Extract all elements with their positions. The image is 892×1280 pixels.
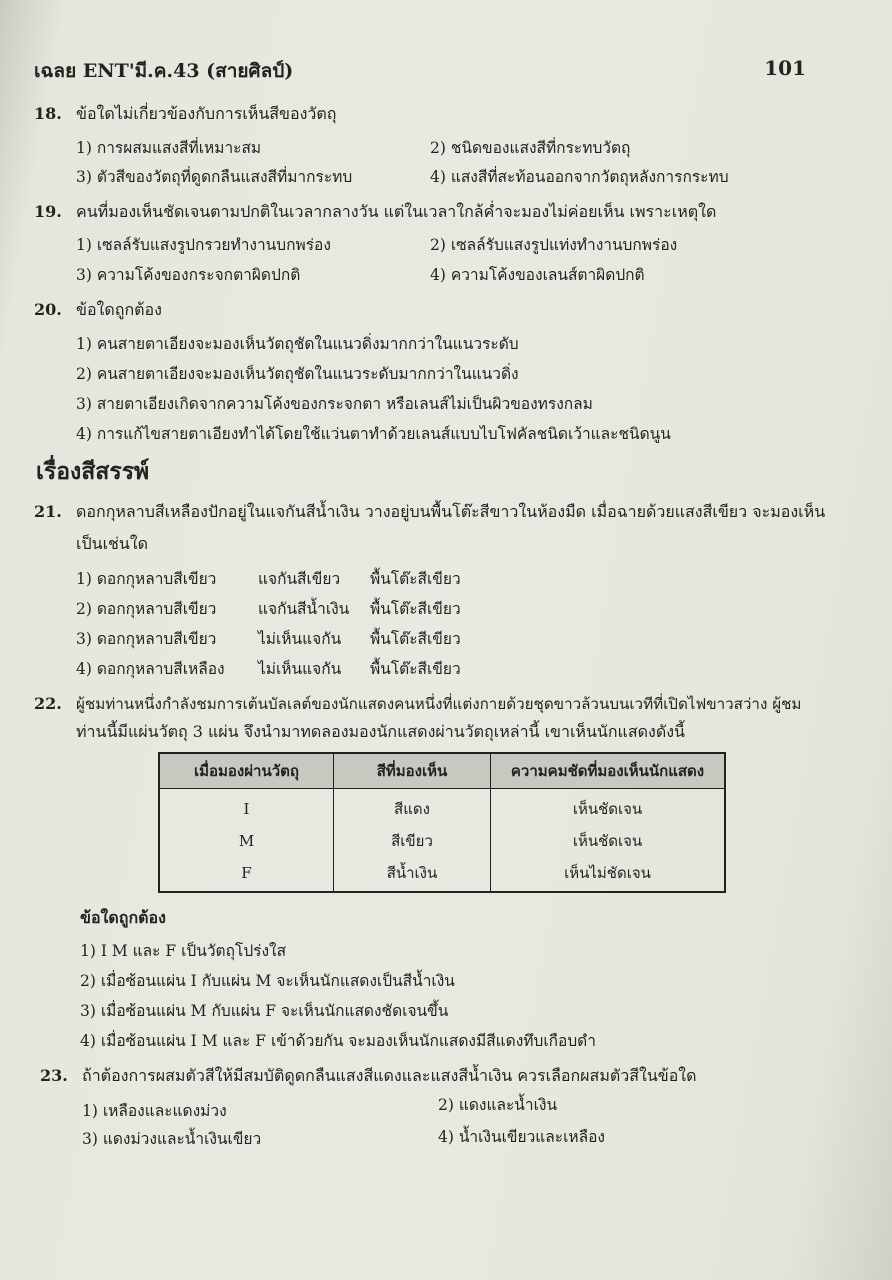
question-20	[34, 298, 162, 323]
question-text-line1: ผู้ชมท่านหนึ่งกำลังชมการเต้นบัลเลต์ของนักแสดงคนหนึ่งที่แต่งกายด้วยชุดขาวล้วนบนเวทีที่เปิดไฟขาวสว่าง ผู้ชม	[76, 695, 802, 713]
q20-option-2: 2) คนสายตาเอียงจะมองเห็นวัตถุชัดในแนวระดับมากกว่าในแนวดิ่ง	[76, 365, 519, 383]
q19-option-1: 1) เซลล์รับแสงรูปกรวยทำงานบกพร่อง	[76, 236, 331, 254]
q21-option-4-b: ไม่เห็นแจกัน	[258, 660, 342, 678]
page-number: 101	[764, 56, 806, 80]
question-21	[34, 500, 825, 525]
table-row	[159, 825, 725, 857]
table-cell: F	[159, 857, 334, 892]
q21-option-4-c: พื้นโต๊ะสีเขียว	[370, 660, 461, 678]
table-row	[159, 857, 725, 892]
question-number: 23.	[40, 1066, 68, 1085]
header-title: เฉลย ENT'มี.ค.43 (สายศิลป์)	[34, 60, 294, 82]
q18-option-4: 4) แสงสีที่สะท้อนออกจากวัตถุหลังการกระทบ	[430, 168, 729, 186]
q20-option-3: 3) สายตาเอียงเกิดจากความโค้งของกระจกตา หรือเลนส์ไม่เป็นผิวของทรงกลม	[76, 395, 593, 413]
q23-option-1: 1) เหลืองและแดงม่วง	[82, 1102, 227, 1120]
question-number: 22.	[34, 694, 62, 713]
observation-table	[158, 752, 726, 893]
question-19	[34, 200, 716, 225]
q18-option-3: 3) ตัวสีของวัตถุที่ดูดกลืนแสงสีที่มากระทบ	[76, 168, 353, 186]
section-title: เรื่องสีสรรพ์	[36, 459, 150, 485]
q18-option-1: 1) การผสมแสงสีที่เหมาะสม	[76, 139, 262, 157]
q19-option-4: 4) ความโค้งของเลนส์ตาผิดปกติ	[430, 266, 645, 284]
table-cell: เห็นชัดเจน	[491, 825, 726, 857]
question-number: 21.	[34, 502, 62, 521]
question-18	[34, 102, 336, 127]
q21-option-3-c: พื้นโต๊ะสีเขียว	[370, 630, 461, 648]
column-header: สีที่มองเห็น	[334, 753, 491, 789]
question-number: 18.	[34, 104, 62, 123]
q21-option-1-b: แจกันสีเขียว	[258, 570, 341, 588]
table-header-row	[159, 753, 725, 789]
question-21-line2: เป็นเช่นใด	[76, 534, 149, 553]
q21-option-3-b: ไม่เห็นแจกัน	[258, 630, 342, 648]
question-text: ถ้าต้องการผสมตัวสีให้มีสมบัติดูดกลืนแสงสีแดงและแสงสีน้ำเงิน ควรเลือกผสมตัวสีในข้อใด	[82, 1066, 697, 1085]
q21-option-2-a: 2) ดอกกุหลาบสีเขียว	[76, 600, 217, 618]
q19-option-2: 2) เซลล์รับแสงรูปแท่งทำงานบกพร่อง	[430, 236, 678, 254]
q18-option-2: 2) ชนิดของแสงสีที่กระทบวัตถุ	[430, 139, 631, 157]
table-cell: สีแดง	[334, 789, 491, 826]
q21-option-3-a: 3) ดอกกุหลาบสีเขียว	[76, 630, 217, 648]
q22-option-2: 2) เมื่อซ้อนแผ่น I กับแผ่น M จะเห็นนักแสดงเป็นสีน้ำเงิน	[80, 972, 455, 990]
q21-option-2-b: แจกันสีน้ำเงิน	[258, 600, 350, 618]
q20-option-1: 1) คนสายตาเอียงจะมองเห็นวัตถุชัดในแนวดิ่งมากกว่าในแนวระดับ	[76, 335, 519, 353]
table-row	[159, 789, 725, 826]
q21-option-2-c: พื้นโต๊ะสีเขียว	[370, 600, 461, 618]
question-text: ข้อใดไม่เกี่ยวข้องกับการเห็นสีของวัตถุ	[76, 104, 337, 123]
question-23	[40, 1064, 697, 1089]
question-number: 19.	[34, 202, 62, 221]
q23-option-3: 3) แดงม่วงและน้ำเงินเขียว	[82, 1130, 262, 1148]
table-cell: เห็นชัดเจน	[491, 789, 726, 826]
table-cell: สีน้ำเงิน	[334, 857, 491, 892]
table-cell: เห็นไม่ชัดเจน	[491, 857, 726, 892]
q21-option-4-a: 4) ดอกกุหลาบสีเหลือง	[76, 660, 225, 678]
question-22	[34, 692, 801, 716]
question-text: ข้อใดถูกต้อง	[76, 300, 162, 319]
question-text: คนที่มองเห็นชัดเจนตามปกติในเวลากลางวัน แต่ในเวลาใกล้ค่ำจะมองไม่ค่อยเห็น เพราะเหตุใด	[76, 202, 717, 221]
q21-option-1-a: 1) ดอกกุหลาบสีเขียว	[76, 570, 217, 588]
q23-option-4: 4) น้ำเงินเขียวและเหลือง	[438, 1128, 605, 1146]
question-text-line1: ดอกกุหลาบสีเหลืองปักอยู่ในแจกันสีน้ำเงิน วางอยู่บนพื้นโต๊ะสีขาวในห้องมืด เมื่อฉายด้วยแสงสีเขียว จะมองเห็น	[76, 502, 826, 521]
q22-option-1: 1) I M และ F เป็นวัตถุโปร่งใส	[80, 942, 287, 960]
q22-option-4: 4) เมื่อซ้อนแผ่น I M และ F เข้าด้วยกัน จะมองเห็นนักแสดงมีสีแดงทึบเกือบดำ	[80, 1032, 596, 1050]
question-number: 20.	[34, 300, 62, 319]
q20-option-4: 4) การแก้ไขสายตาเอียงทำได้โดยใช้แว่นตาทำด้วยเลนส์แบบไบโฟคัลชนิดเว้าและชนิดนูน	[76, 425, 671, 443]
column-header: เมื่อมองผ่านวัตถุ	[159, 753, 334, 789]
q21-option-1-c: พื้นโต๊ะสีเขียว	[370, 570, 461, 588]
q23-option-2: 2) แดงและน้ำเงิน	[438, 1096, 558, 1114]
question-22-line2: ท่านนี้มีแผ่นวัตถุ 3 แผ่น จึงนำมาทดลองมองนักแสดงผ่านวัตถุเหล่านี้ เขาเห็นนักแสดงดังนี้	[76, 722, 685, 741]
q22-option-3: 3) เมื่อซ้อนแผ่น M กับแผ่น F จะเห็นนักแสดงชัดเจนขึ้น	[80, 1002, 449, 1020]
q19-option-3: 3) ความโค้งของกระจกตาผิดปกติ	[76, 266, 301, 284]
column-header: ความคมชัดที่มองเห็นนักแสดง	[491, 753, 726, 789]
table-cell: M	[159, 825, 334, 857]
table-cell: สีเขียว	[334, 825, 491, 857]
q22-prompt: ข้อใดถูกต้อง	[80, 908, 166, 927]
table-cell: I	[159, 789, 334, 826]
